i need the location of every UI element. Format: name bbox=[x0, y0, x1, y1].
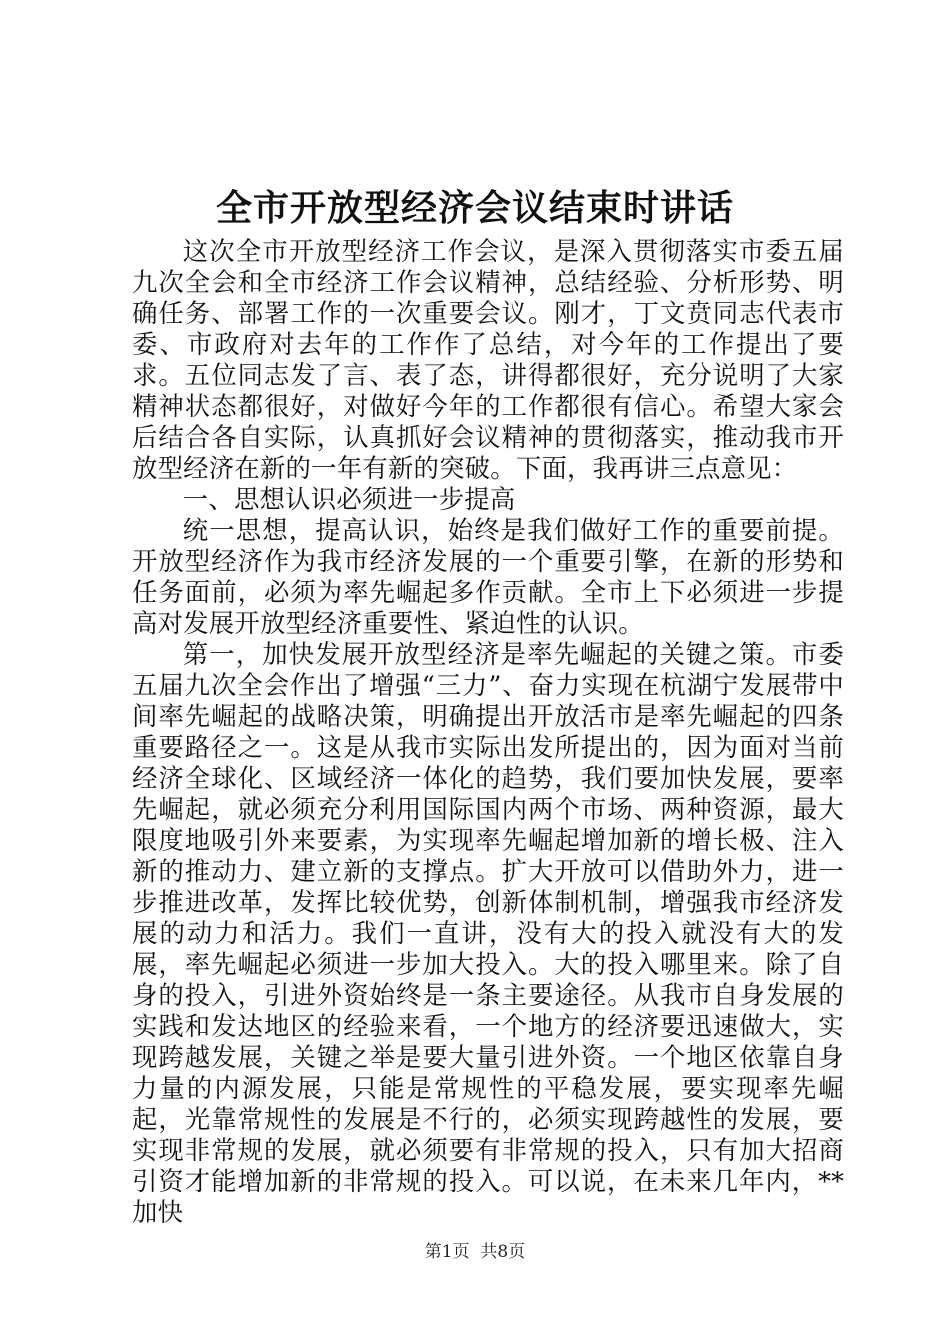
paragraph-section-intro: 统一思想，提高认识，始终是我们做好工作的重要前提。开放型经济作为我市经济发展的一个重要引擎，在新的形势和任务面前，必须为率先崛起多作贡献。全市上下必须进一步提高对发展开放型经济重要性、紧迫性的认识。 bbox=[132, 515, 844, 638]
paragraph-intro: 这次全市开放型经济工作会议，是深入贯彻落实市委五届九次全会和全市经济工作会议精神，总结经验、分析形势、明确任务、部署工作的一次重要会议。刚才，丁文贲同志代表市委、市政府对去年的工作作了总结，对今年的工作提出了要求。五位同志发了言、表了态，讲得都很好，充分说明了大家精神状态都很好，对做好今年的工作都很有信心。希望大家会后结合各自实际，认真抓好会议精神的贯彻落实，推动我市开放型经济在新的一年有新的突破。下面，我再讲三点意见： bbox=[132, 236, 844, 483]
paragraph-first-point: 第一，加快发展开放型经济是率先崛起的关键之策。市委五届九次全会作出了增强“三力”、奋力实现在杭湖宁发展带中间率先崛起的战略决策，明确提出开放活市是率先崛起的四条重要路径之一。这是从我市实际出发所提出的，因为面对当前经济全球化、区域经济一体化的趋势，我们要加快发展，要率先崛起，就必须充分利用国际国内两个市场、两种资源，最大限度地吸引外来要素，为实现率先崛起增加新的增长极、注入新的推动力、建立新的支撑点。扩大开放可以借助外力，进一步推进改革，发挥比较优势，创新体制机制，增强我市经济发展的动力和活力。我们一直讲，没有大的投入就没有大的发展，率先崛起必须进一步加大投入。大的投入哪里来。除了自身的投入，引进外资始终是一条主要途径。从我市自身发展的实践和发达地区的经验来看，一个地方的经济要迅速做大，实现跨越发展，关键之举是要大量引进外资。一个地区依靠自身力量的内源发展，只能是常规性的平稳发展，要实现率先崛起，光靠常规性的发展是不行的，必须实现跨越性的发展，要实现非常规的发展，就必须要有非常规的投入，只有加大招商引资才能增加新的非常规的投入。可以说，在未来几年内，**加快 bbox=[132, 639, 844, 1227]
page-number-label: 第1页 共8页 bbox=[424, 1242, 526, 1262]
section-heading: 一、思想认识必须进一步提高 bbox=[182, 484, 516, 514]
document-title: 全市开放型经济会议结束时讲话 bbox=[215, 187, 734, 229]
page-footer bbox=[0, 1241, 950, 1263]
document-body bbox=[132, 236, 844, 1228]
